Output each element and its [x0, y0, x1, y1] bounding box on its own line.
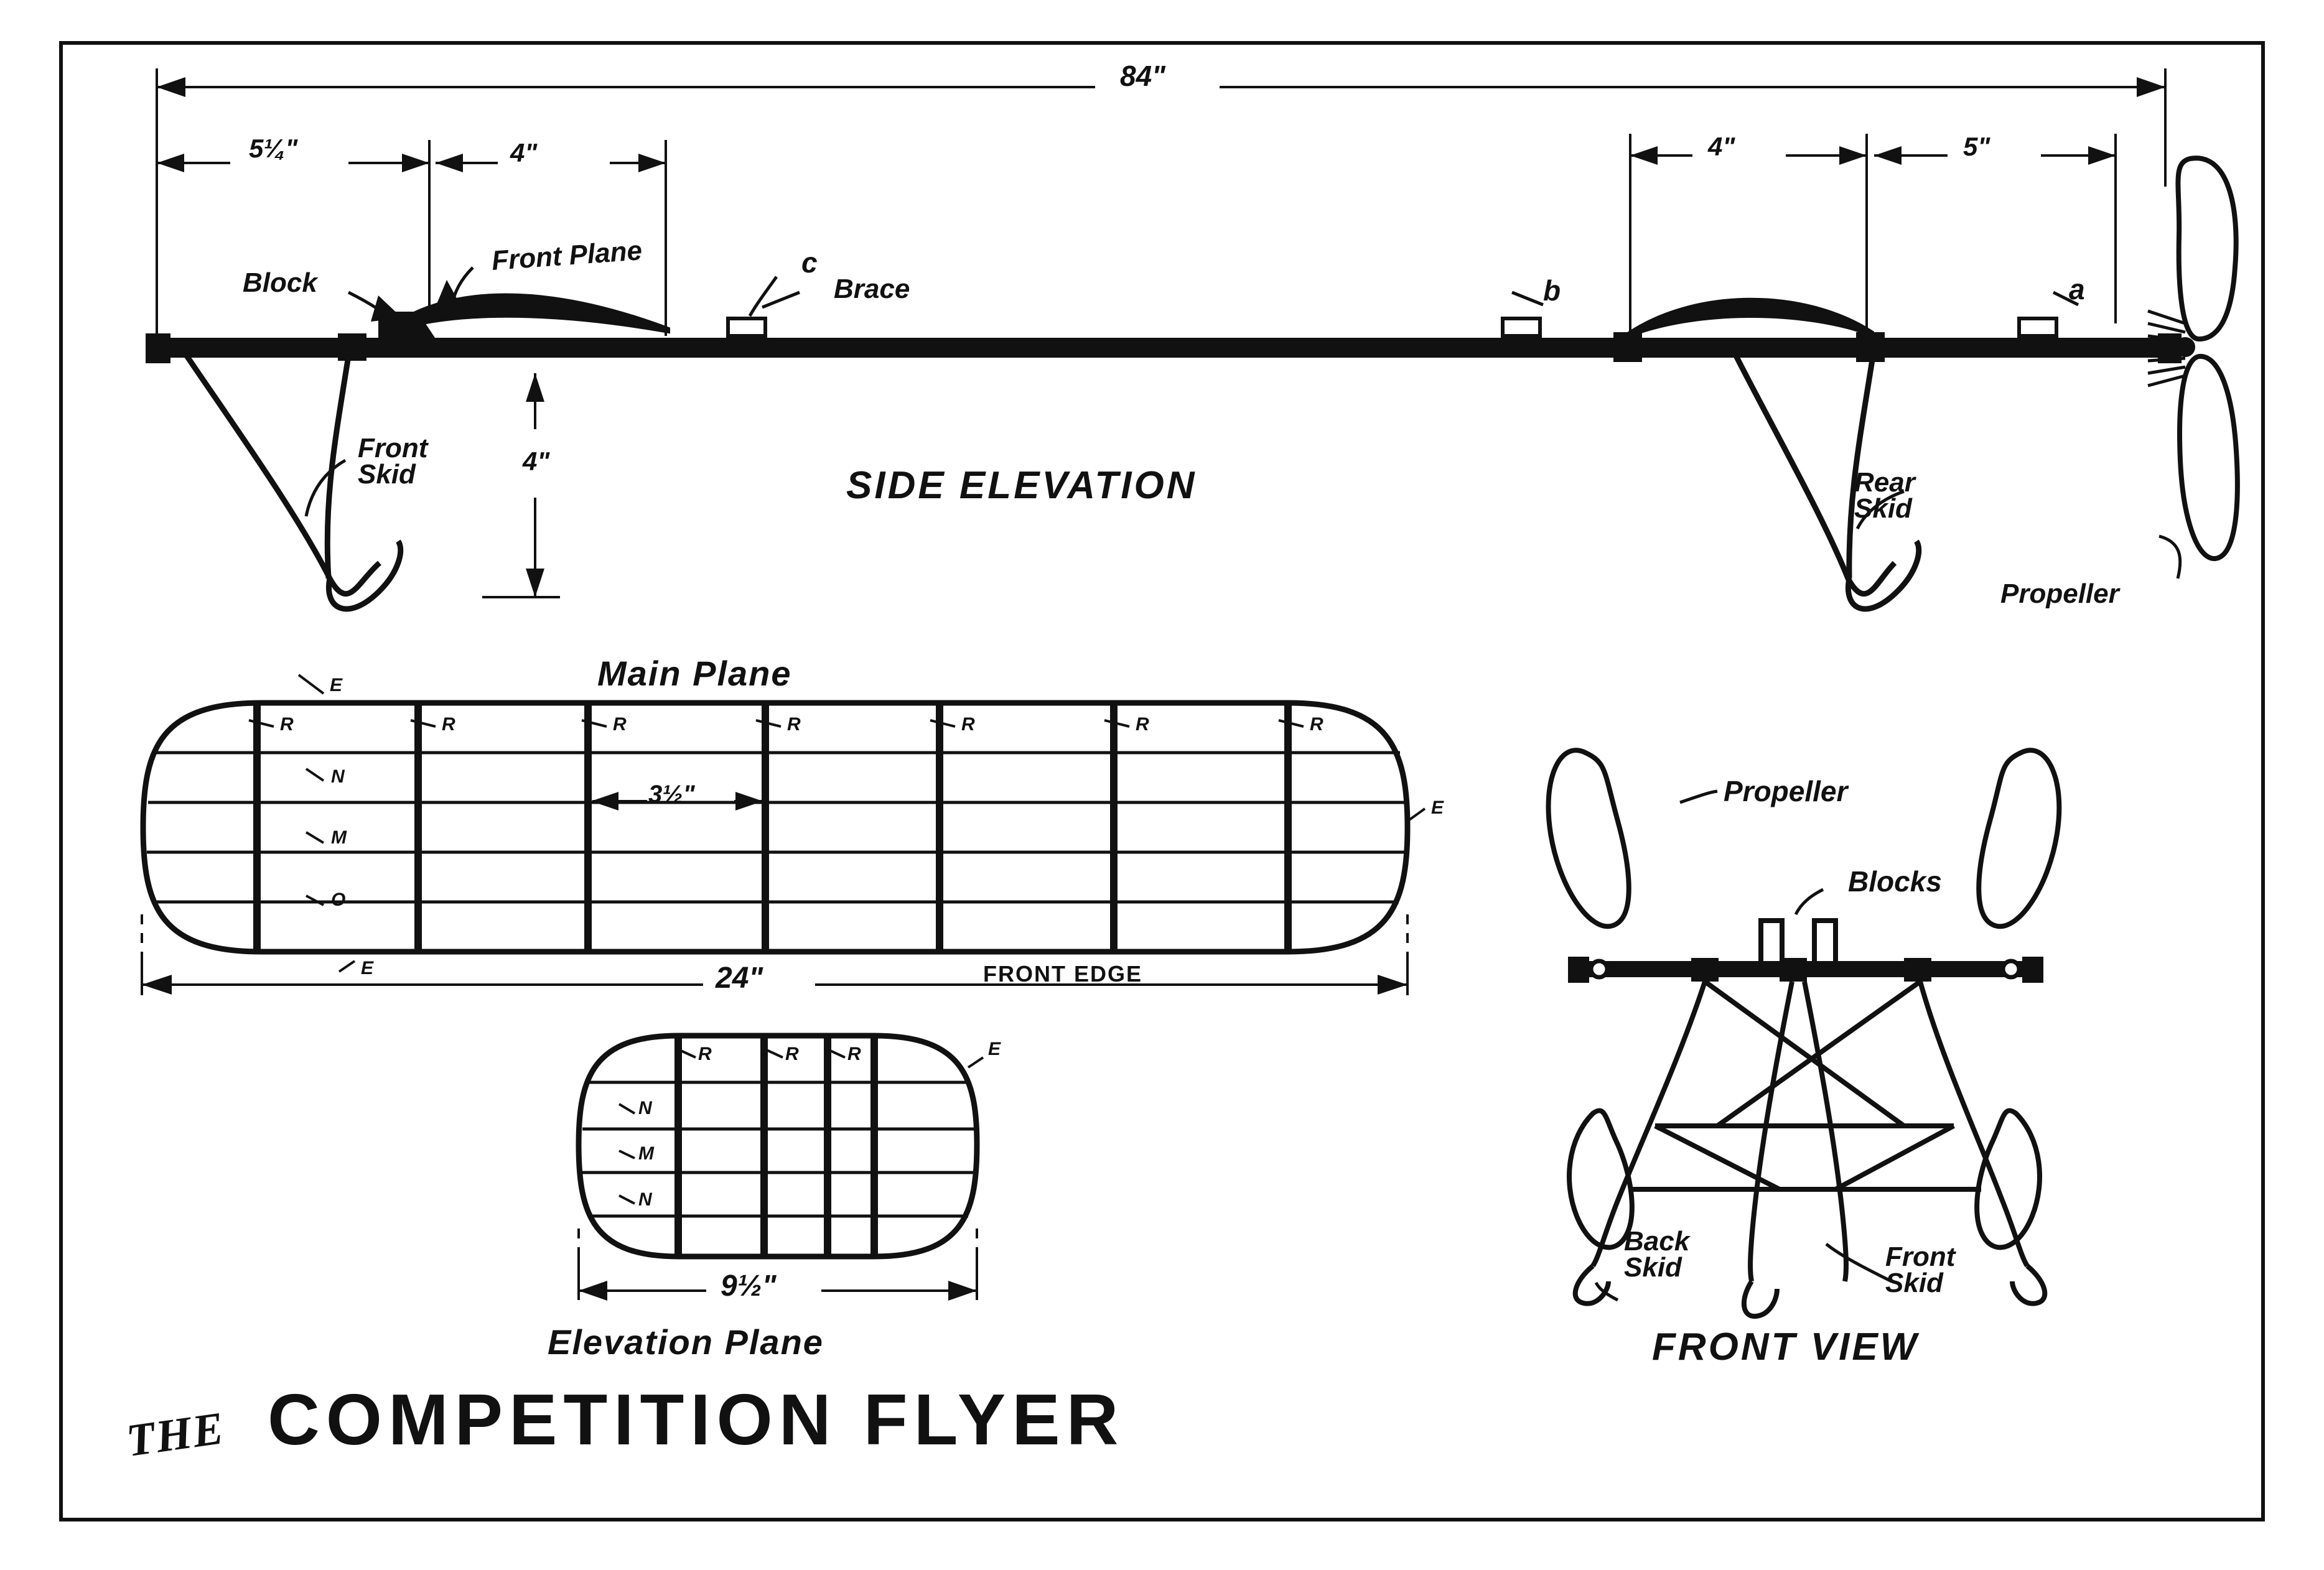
label-front-edge: FRONT EDGE — [983, 961, 1143, 987]
marker-main-M: M — [331, 827, 347, 848]
marker-main-R-6: R — [1136, 714, 1149, 735]
marker-main-E-top: E — [330, 675, 343, 695]
marker-main-R-5: R — [961, 714, 975, 735]
dim-rear-offset: 5" — [1963, 132, 1990, 161]
marker-main-R-7: R — [1310, 714, 1323, 735]
label-propeller-side: Propeller — [2000, 578, 2119, 609]
label-brace: Brace — [834, 274, 910, 304]
dim-front-plane-chord: 4" — [510, 138, 538, 167]
dim-skid-depth: 4" — [523, 447, 550, 476]
marker-elev-E: E — [988, 1039, 1001, 1059]
title-main-plane: Main Plane — [597, 654, 792, 693]
label-marker-a: a — [2069, 273, 2085, 305]
marker-elev-N-bottom: N — [638, 1189, 652, 1210]
marker-main-R-3: R — [613, 714, 627, 735]
marker-main-R-4: R — [787, 714, 801, 735]
label-back-skid: Back Skid — [1624, 1226, 1690, 1283]
label-block: Block — [243, 267, 317, 298]
title-elevation-plane: Elevation Plane — [548, 1322, 824, 1362]
title-main: COMPETITION FLYER — [268, 1379, 1125, 1460]
title-front-view: FRONT VIEW — [1652, 1326, 1920, 1368]
title-prefix: THE — [123, 1402, 228, 1467]
marker-elev-R-2: R — [785, 1044, 799, 1064]
label-propeller-front: Propeller — [1724, 775, 1848, 807]
title-block — [112, 1378, 1792, 1484]
marker-elev-R-1: R — [698, 1044, 712, 1064]
label-front-skid: Front Skid — [358, 433, 428, 490]
dim-front-offset: 5¼" — [249, 134, 298, 163]
label-front-plane: Front Plane — [490, 235, 643, 277]
label-marker-b: b — [1543, 274, 1561, 307]
marker-elev-N-top: N — [638, 1098, 652, 1118]
marker-elev-R-3: R — [847, 1044, 861, 1064]
marker-main-R-2: R — [442, 714, 455, 735]
marker-main-N: N — [331, 766, 345, 787]
label-front-skid-front-view: Front Skid — [1885, 1242, 1956, 1298]
dim-overall-length: 84" — [1120, 60, 1165, 92]
label-blocks: Blocks — [1848, 865, 1942, 898]
marker-main-E-bottom: E — [361, 958, 374, 978]
dim-elevation-plane-span: 9½" — [721, 1270, 777, 1303]
dim-main-plane-bay: 3½" — [648, 781, 695, 808]
label-rear-skid: Rear Skid — [1854, 467, 1915, 524]
dim-main-plane-span: 24" — [716, 962, 763, 995]
marker-main-O: O — [331, 890, 346, 910]
marker-main-R-1: R — [280, 714, 294, 735]
dim-rear-plane-chord: 4" — [1708, 132, 1735, 161]
label-marker-c: c — [801, 246, 818, 279]
marker-elev-M: M — [638, 1143, 654, 1164]
marker-main-E-right: E — [1431, 797, 1444, 818]
title-side-elevation: SIDE ELEVATION — [846, 464, 1197, 507]
